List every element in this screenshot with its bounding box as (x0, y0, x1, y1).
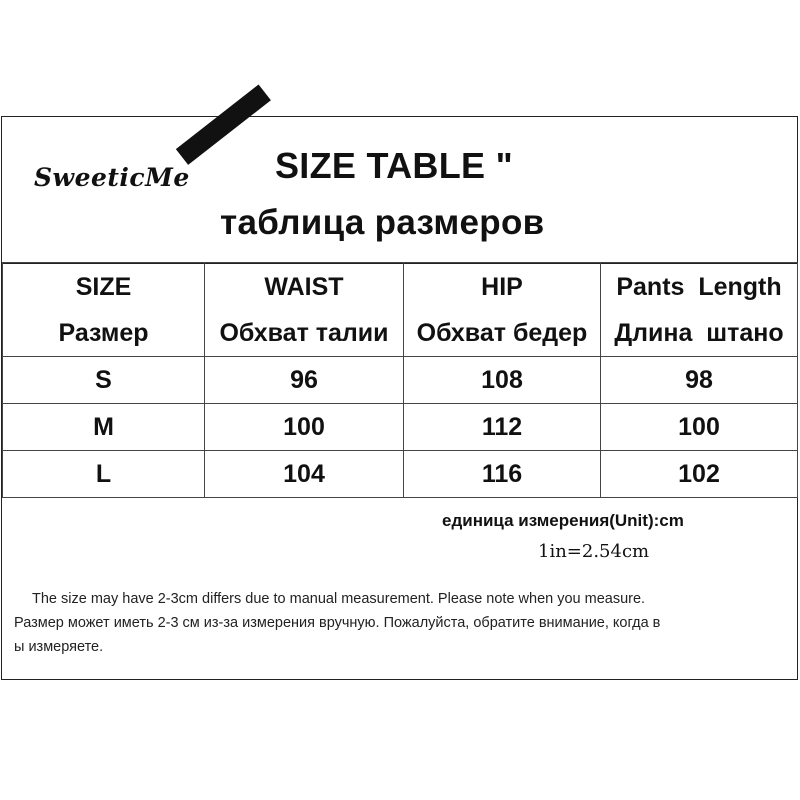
logo-text: SweeticMe (34, 163, 190, 192)
header-hip-ru: Обхват бедер (416, 318, 588, 347)
cell-hip: 116 (404, 451, 601, 498)
header-size (3, 263, 205, 357)
cell-hip: 108 (404, 357, 601, 404)
table-row (3, 451, 798, 498)
inch-conversion-note: 1in=2.54cm (538, 541, 650, 562)
cell-hip: 112 (404, 404, 601, 451)
header-pants-length-en: Pants Length (616, 272, 782, 301)
title-english: SIZE TABLE " (275, 145, 514, 186)
cell-waist: 104 (205, 451, 404, 498)
disclaimer-english: The size may have 2-3cm differs due to manual measurement. Please note when you measure. (32, 591, 646, 607)
header-size-en: SIZE (75, 272, 132, 301)
header-pants-length (601, 263, 798, 357)
unit-note: единица измерения(Unit):cm (442, 511, 684, 530)
cell-size: M (3, 404, 205, 451)
logo-slash-bar (176, 84, 271, 164)
cell-waist: 100 (205, 404, 404, 451)
table-row (3, 404, 798, 451)
header-waist-en: WAIST (264, 272, 344, 301)
title-russian: таблица размеров (220, 203, 545, 242)
header-hip (404, 263, 601, 357)
header-waist-ru: Обхват талии (219, 318, 389, 347)
notes-section (2, 497, 797, 677)
table-row (3, 357, 798, 404)
header-pants-length-ru: Длина штано (614, 318, 784, 347)
size-chart-frame (1, 116, 798, 680)
brand-logo (32, 127, 252, 207)
table-header-row (3, 263, 798, 357)
disclaimer-russian-line-1: Размер может иметь 2-3 см из-за измерения вручную. Пожалуйста, обратите внимание, когда в (14, 615, 661, 631)
cell-size: S (3, 357, 205, 404)
size-chart-header (2, 117, 797, 264)
disclaimer-russian-line-2: ы измеряете. (14, 639, 104, 655)
header-waist (205, 263, 404, 357)
header-size-ru: Размер (58, 318, 149, 347)
size-table (2, 262, 798, 498)
header-hip-en: HIP (481, 272, 523, 301)
cell-size: L (3, 451, 205, 498)
cell-waist: 96 (205, 357, 404, 404)
measurement-disclaimer (2, 587, 797, 659)
cell-pants-length: 102 (601, 451, 798, 498)
cell-pants-length: 98 (601, 357, 798, 404)
cell-pants-length: 100 (601, 404, 798, 451)
